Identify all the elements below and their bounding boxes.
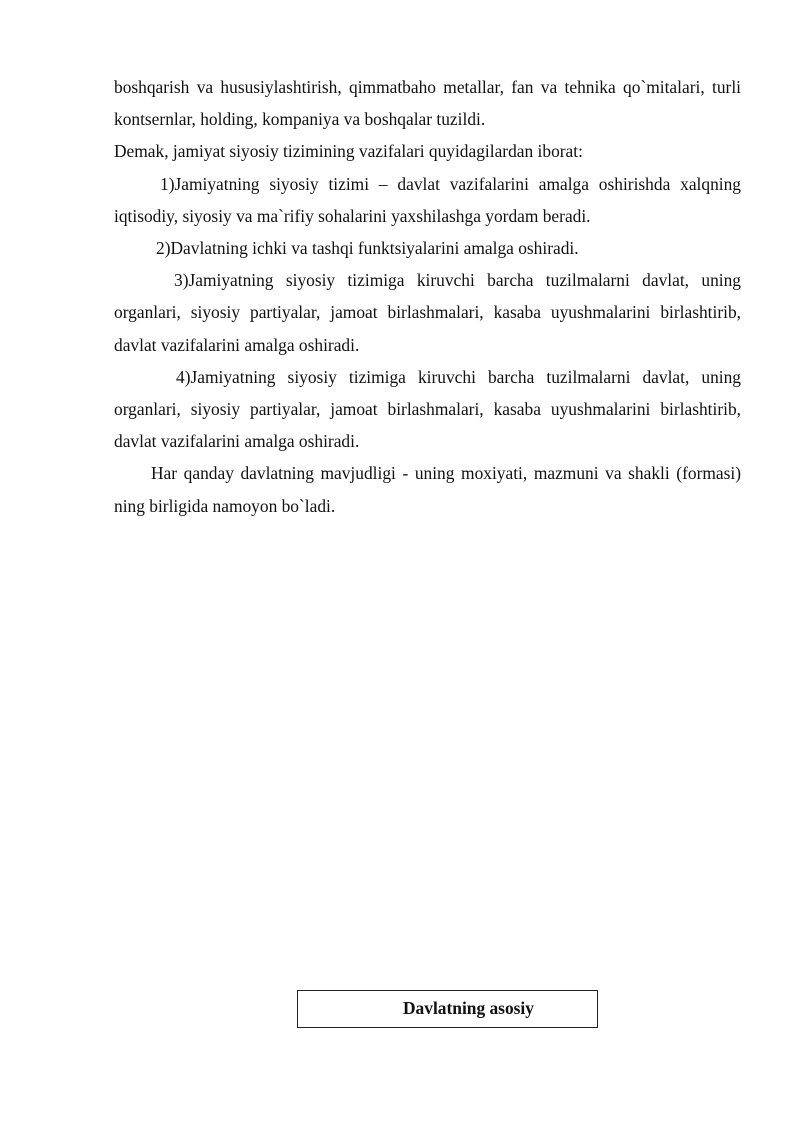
paragraph-functions-intro: Demak, jamiyat siyosiy tizimining vazifalari quyidagilardan iborat: (114, 141, 583, 162)
list-item-3: 3)Jamiyatning siyosiy tizimiga kiruvchi barcha tuzilmalarni davlat, uning organlari, siyosiy partiyalar, jamoat birlashmalari, kasaba uyushmalarini birlashtirib, davlat vazifalarini amalga oshiradi. (114, 270, 741, 355)
diagram-box (297, 990, 598, 1028)
list-item-1: 1)Jamiyatning siyosiy tizimi – davlat vazifalarini amalga oshirishda xalqning iqtisodiy, siyosiy va ma`rifiy sohalarini yaxshilashga yordam beradi. (114, 173, 741, 226)
list-item-2: 2)Davlatning ichki va tashqi funktsiyalarini amalga oshiradi. (156, 238, 579, 259)
paragraph-conclusion: Har qanday davlatning mavjudligi - uning moxiyati, mazmuni va shakli (formasi) ning birligida namoyon bo`ladi. (114, 463, 741, 516)
diagram-box-label: Davlatning asosiy (403, 998, 534, 1018)
paragraph-continuation: boshqarish va hususiylashtirish, qimmatbaho metallar, fan va tehnika qo`mitalari, turli kontsernlar, holding, kompaniya va boshqalar tuzildi. (114, 77, 741, 130)
list-item-4: 4)Jamiyatning siyosiy tizimiga kiruvchi barcha tuzilmalarni davlat, uning organlari, siyosiy partiyalar, jamoat birlashmalari, kasaba uyushmalarini birlashtirib, davlat vazifalarini amalga oshiradi. (114, 366, 741, 452)
document-body (114, 71, 741, 522)
